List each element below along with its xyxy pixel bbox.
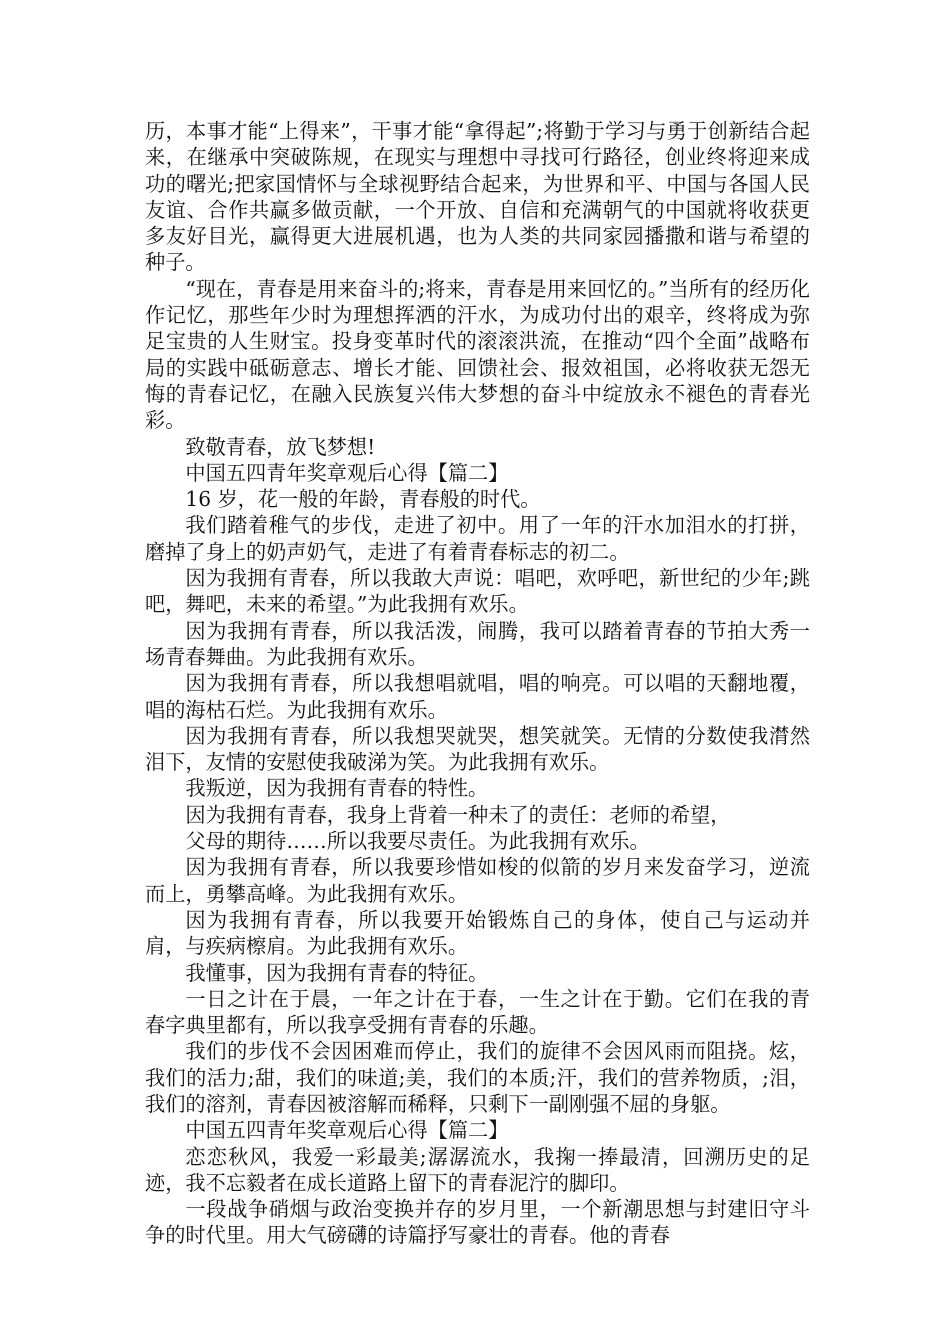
paragraph: 一日之计在于晨，一年之计在于春，一生之计在于勤。它们在我的青春字典里都有，所以我享受拥有青春的乐趣。 — [145, 986, 810, 1038]
paragraph: 恋恋秋风，我爱一彩最美;潺潺流水，我掬一捧最清，回溯历史的足迹，我不忘毅者在成长道路上留下的青春泥泞的脚印。 — [145, 1144, 810, 1195]
paragraph: 因为我拥有青春，我身上背着一种未了的责任：老师的希望， — [185, 802, 731, 827]
paragraph: 因为我拥有青春，所以我想唱就唱，唱的响亮。可以唱的天翻地覆，唱的海枯石烂。为此我拥有欢乐。 — [145, 671, 810, 722]
paragraph: 因为我拥有青春，所以我活泼，闹腾，我可以踏着青春的节拍大秀一场青春舞曲。为此我拥有欢乐。 — [145, 618, 810, 669]
paragraph: 因为我拥有青春，所以我要开始锻炼自己的身体，使自己与运动并肩，与疾病檫肩。为此我拥有欢乐。 — [145, 907, 810, 959]
paragraph: 我叛逆，因为我拥有青春的特性。 — [185, 776, 489, 801]
paragraph: 我懂事，因为我拥有青春的特征。 — [185, 960, 489, 985]
paragraph: 因为我拥有青春，所以我要珍惜如梭的似箭的岁月来发奋学习，逆流而上，勇攀高峰。为此我拥有欢乐。 — [145, 855, 810, 906]
paragraph: 我们的步伐不会因困难而停止，我们的旋律不会因风雨而阻挠。炫，我们的活力;甜，我们的味道;美，我们的本质;汗，我们的营养物质，;泪，我们的溶剂，青春因被溶解而稀释，只剩下一副刚强不屈的身躯。 — [145, 1039, 810, 1116]
paragraph: “现在，青春是用来奋斗的;将来，青春是用来回忆的。”当所有的经历化作记忆，那些年少时为理想挥洒的汗水，为成功付出的艰辛，终将成为弥足宝贵的人生财宝。投身变革时代的滚滚洪流，在推动“四个全面”战略布局的实践中砥砺意志、增长才能、回馈社会、报效祖国，必将收获无怨无悔的青春记忆，在融入民族复兴伟大梦想的奋斗中绽放永不褪色的青春光彩。 — [145, 276, 810, 433]
paragraph: 一段战争硝烟与政治变换并存的岁月里，一个新潮思想与封建旧守斗争的时代里。用大气磅礴的诗篇抒写豪壮的青春。他的青春 — [145, 1197, 810, 1248]
document-page — [145, 118, 810, 1249]
section-heading: 中国五四青年奖章观后心得【篇二】 — [185, 460, 509, 485]
section-heading: 中国五四青年奖章观后心得【篇二】 — [185, 1118, 509, 1143]
paragraph: 因为我拥有青春，所以我想哭就哭，想笑就笑。无情的分数使我潸然泪下，友情的安慰使我破涕为笑。为此我拥有欢乐。 — [145, 723, 810, 775]
paragraph: 我们踏着稚气的步伐，走进了初中。用了一年的汗水加泪水的打拼，磨掉了身上的奶声奶气，走进了有着青春标志的初二。 — [145, 513, 810, 564]
paragraph: 历，本事才能“上得来”，干事才能“拿得起”;将勤于学习与勇于创新结合起来，在继承中突破陈规，在现实与理想中寻找可行路径，创业终将迎来成功的曙光;把家国情怀与全球视野结合起来，为世界和平、中国与各国人民友谊、合作共赢多做贡献，一个开放、自信和充满朝气的中国就将收获更多友好目光，赢得更大进展机遇，也为人类的共同家园播撒和谐与希望的种子。 — [145, 119, 810, 275]
paragraph: 父母的期待……所以我要尽责任。为此我拥有欢乐。 — [185, 829, 650, 854]
paragraph: 16 岁，花一般的年龄，青春般的时代。 — [185, 487, 541, 512]
paragraph: 因为我拥有青春，所以我敢大声说：唱吧，欢呼吧，新世纪的少年;跳吧，舞吧，未来的希望。”为此我拥有欢乐。 — [145, 566, 810, 617]
paragraph: 致敬青春，放飞梦想! — [185, 434, 376, 459]
